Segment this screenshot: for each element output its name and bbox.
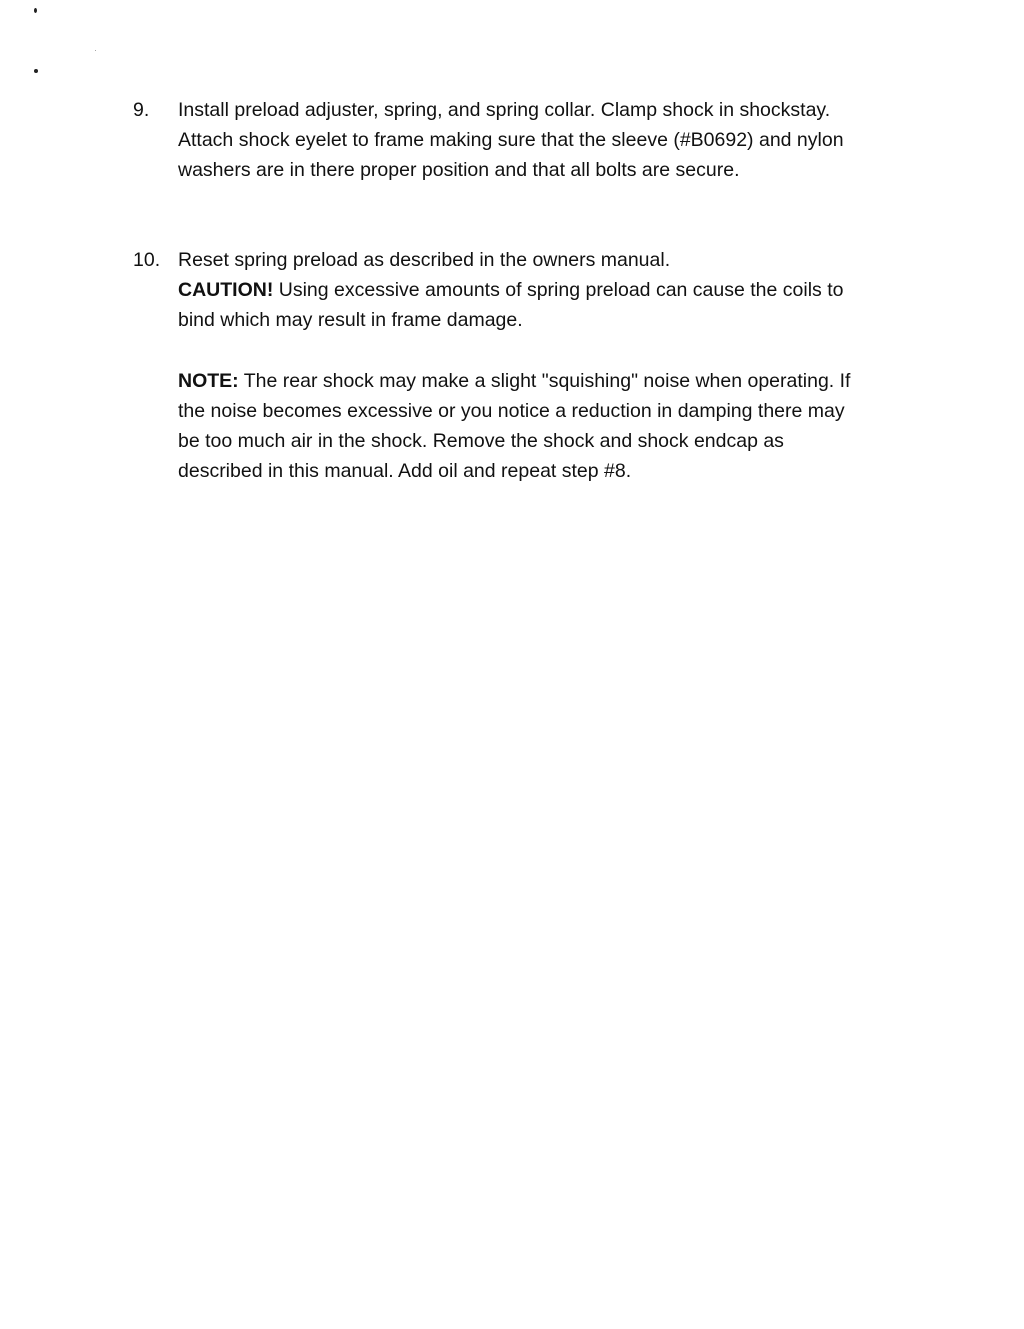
step-number: 9. bbox=[133, 99, 150, 121]
note-text: The rear shock may make a slight "squishing" noise when operating. If the noise becomes excessive or you notice a reduction in damping there may be too much air in the shock. Remove the shock and shock endcap as described in this manual. Add oil and repeat step #8. bbox=[178, 370, 851, 482]
scan-speck bbox=[34, 8, 37, 13]
note-paragraph bbox=[178, 366, 868, 486]
scan-speck bbox=[95, 50, 96, 51]
step-text: Install preload adjuster, spring, and spring collar. Clamp shock in shockstay. Attach shock eyelet to frame making sure that the sleeve (#B0692) and nylon washers are in there proper position and that all bolts are secure. bbox=[178, 99, 844, 181]
step-text: Reset spring preload as described in the owners manual. bbox=[178, 249, 671, 271]
caution-text: Using excessive amounts of spring preload can cause the coils to bind which may result in frame damage. bbox=[178, 279, 844, 331]
step-number: 10. bbox=[133, 249, 161, 271]
step-body bbox=[178, 245, 868, 335]
note-label: NOTE: bbox=[178, 370, 239, 392]
caution-label: CAUTION! bbox=[178, 279, 274, 301]
step-body bbox=[178, 95, 868, 185]
scan-speck bbox=[34, 69, 38, 73]
note-block bbox=[178, 366, 868, 486]
caution-paragraph bbox=[178, 275, 868, 335]
